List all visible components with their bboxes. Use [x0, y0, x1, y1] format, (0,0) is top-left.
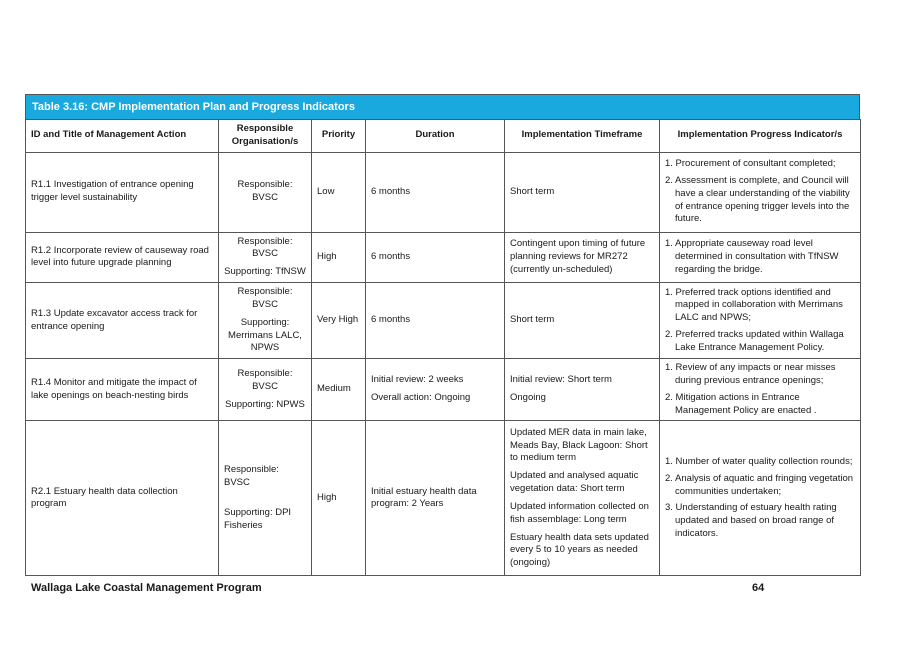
header-indicators: Implementation Progress Indicator/s — [660, 120, 861, 153]
organisation-cell-line: Responsible: BVSC — [237, 368, 293, 392]
indicators-cell — [660, 359, 861, 421]
timeframe-cell-line: Short term — [510, 314, 555, 326]
organisation-cell-line: Supporting: DPI Fisheries — [224, 507, 292, 532]
timeframe-cell — [505, 283, 660, 359]
priority-cell: Very High — [312, 283, 366, 359]
timeframe-cell-line: Updated MER data in main lake, Meads Bay, Black Lagoon: Short to medium term — [510, 426, 648, 464]
indicator-list — [665, 287, 855, 355]
duration-cell — [366, 152, 505, 232]
header-duration: Duration — [366, 120, 505, 153]
table-header-row — [26, 120, 861, 153]
indicator-list — [665, 362, 855, 417]
timeframe-cell-line: Updated information collected on fish assemblage: Long term — [510, 500, 649, 525]
implementation-table — [25, 119, 861, 576]
duration-cell-line: 6 months — [371, 314, 411, 326]
duration-cell-line: 6 months — [371, 185, 411, 197]
organisation-cell-line: Supporting: Merrimans LALC, NPWS — [228, 316, 302, 354]
header-organisation: Responsible Organisation/s — [219, 120, 312, 153]
footer-page-number: 64 — [752, 582, 765, 594]
timeframe-cell-line: Updated and analysed aquatic vegetation data: Short term — [510, 470, 639, 495]
indicator-item: 1. Appropriate causeway road level determined in consultation with TfNSW regarding the bridge. — [665, 238, 839, 275]
organisation-cell-line: Responsible: BVSC — [224, 463, 279, 488]
action-cell: R1.4 Monitor and mitigate the impact of lake openings on beach-nesting birds — [26, 359, 219, 421]
header-action: ID and Title of Management Action — [26, 120, 219, 153]
organisation-cell — [219, 232, 312, 282]
priority-cell: Low — [312, 152, 366, 232]
indicator-item: 2. Analysis of aquatic and fringing vegetation communities undertaken; — [665, 472, 854, 497]
table-caption: Table 3.16: CMP Implementation Plan and Progress Indicators — [25, 94, 860, 119]
header-timeframe: Implementation Timeframe — [505, 120, 660, 153]
table-row — [26, 421, 861, 576]
timeframe-cell-line: Estuary health data sets updated every 5 to 10 years as needed (ongoing) — [510, 531, 649, 569]
indicator-list — [665, 456, 855, 541]
organisation-cell — [219, 359, 312, 421]
priority-cell: High — [312, 232, 366, 282]
organisation-cell-line: Responsible: BVSC — [237, 179, 293, 204]
duration-cell — [366, 232, 505, 282]
indicator-list — [665, 238, 855, 276]
duration-cell — [366, 283, 505, 359]
indicator-item: 2. Assessment is complete, and Council will have a clear understanding of the viability of entrance opening trigger levels into the future. — [665, 174, 850, 225]
indicator-list — [665, 158, 855, 226]
timeframe-cell — [505, 232, 660, 282]
organisation-cell-line: Supporting: NPWS — [225, 398, 305, 410]
action-cell: R1.1 Investigation of entrance opening trigger level sustainability — [26, 152, 219, 232]
indicator-item: 2. Preferred tracks updated within Wallaga Lake Entrance Management Policy. — [665, 329, 844, 353]
action-cell: R1.3 Update excavator access track for entrance opening — [26, 283, 219, 359]
duration-cell-line: 6 months — [371, 250, 411, 262]
duration-cell — [366, 421, 505, 576]
implementation-table-wrapper — [25, 94, 860, 576]
indicator-item: 3. Understanding of estuary health rating updated and based on broad range of indicators. — [665, 502, 837, 539]
duration-cell-line: Overall action: Ongoing — [371, 392, 471, 404]
timeframe-cell — [505, 152, 660, 232]
duration-cell-line: Initial estuary health data program: 2 Years — [371, 485, 477, 510]
footer-document-title: Wallaga Lake Coastal Management Program — [31, 582, 262, 594]
organisation-cell — [219, 421, 312, 576]
timeframe-cell — [505, 359, 660, 421]
indicators-cell — [660, 421, 861, 576]
indicator-item: 2. Mitigation actions in Entrance Management Policy are enacted . — [665, 391, 817, 416]
timeframe-cell-line: Initial review: Short term — [510, 374, 612, 386]
cell-spacer — [224, 489, 306, 507]
timeframe-cell-line: Contingent upon timing of future planning reviews for MR272 (currently un-scheduled) — [510, 238, 646, 275]
timeframe-cell — [505, 421, 660, 576]
table-row — [26, 359, 861, 421]
organisation-cell-line: Supporting: TfNSW — [224, 266, 306, 278]
indicators-cell — [660, 232, 861, 282]
indicator-item: 1. Preferred track options identified and mapped in collaboration with Merrimans LALC and NPWS; — [665, 286, 843, 324]
organisation-cell-line: Responsible: BVSC — [237, 286, 293, 310]
timeframe-cell-line: Ongoing — [510, 392, 546, 404]
timeframe-cell-line: Short term — [510, 185, 555, 197]
table-row — [26, 232, 861, 282]
indicators-cell — [660, 283, 861, 359]
priority-cell: Medium — [312, 359, 366, 421]
duration-cell-line: Initial review: 2 weeks — [371, 374, 464, 386]
organisation-cell — [219, 152, 312, 232]
priority-cell: High — [312, 421, 366, 576]
indicator-item: 1. Review of any impacts or near misses during previous entrance openings; — [665, 362, 836, 386]
organisation-cell — [219, 283, 312, 359]
organisation-cell-line: Responsible: BVSC — [237, 235, 293, 260]
table-row — [26, 283, 861, 359]
action-cell: R2.1 Estuary health data collection program — [26, 421, 219, 576]
header-priority: Priority — [312, 120, 366, 153]
duration-cell — [366, 359, 505, 421]
table-row — [26, 152, 861, 232]
indicator-item: 1. Procurement of consultant completed; — [665, 158, 836, 170]
indicator-item: 1. Number of water quality collection rounds; — [665, 455, 853, 467]
indicators-cell — [660, 152, 861, 232]
action-cell: R1.2 Incorporate review of causeway road level into future upgrade planning — [26, 232, 219, 282]
